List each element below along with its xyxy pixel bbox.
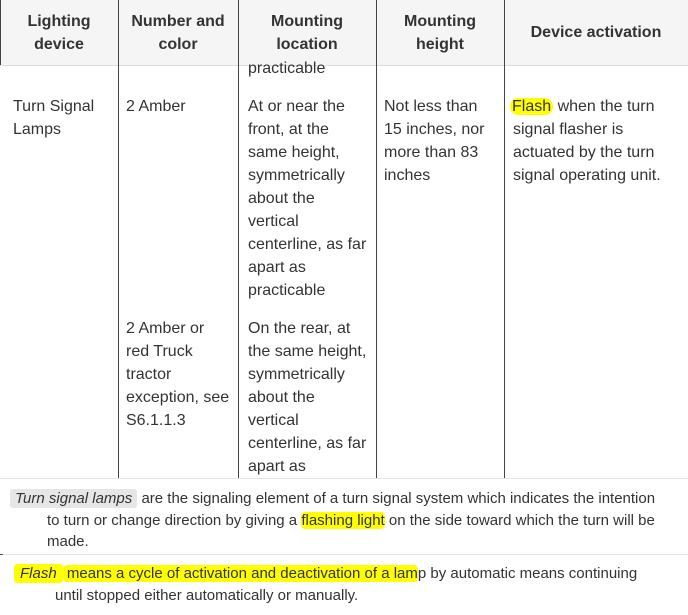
cell-line: practicable: [248, 282, 326, 299]
header-line: height: [416, 35, 464, 53]
section-divider: [0, 478, 688, 479]
definition-text: are the signaling element of a turn signal system which indicates the intention: [137, 490, 656, 507]
cell-line: 2 Amber or: [126, 320, 205, 337]
cell-line: more than 83: [384, 144, 479, 161]
cell-location-front: [248, 95, 376, 302]
cell-line: red Truck: [126, 343, 193, 360]
cell-line: about the: [248, 389, 315, 406]
definition-line: [10, 488, 688, 510]
cell-line: signal flasher is: [513, 121, 624, 138]
highlight-flashing-light: flashing light: [301, 511, 385, 529]
cell-line: 15 inches, nor: [384, 121, 485, 138]
cell-number-color: [126, 95, 236, 118]
cut-off-text: practicable: [248, 60, 326, 77]
definition-text: until stopped either automatically or manually.: [55, 586, 359, 604]
term-flash[interactable]: Flash: [14, 564, 63, 583]
section-divider: [0, 554, 688, 555]
cell-line: symmetrically: [248, 366, 345, 383]
cell-line: about the: [248, 190, 315, 207]
cell-number-color-rear: [126, 317, 236, 432]
cell-activation: [510, 95, 686, 187]
header-line: Mounting: [271, 12, 343, 30]
definition-turn-signal-lamps: [10, 488, 688, 553]
cell-line: vertical: [248, 213, 299, 230]
cell-line: centerline, as far: [248, 435, 367, 452]
cell-line: 2 Amber: [126, 98, 186, 115]
cell-line: symmetrically: [248, 167, 345, 184]
header-number-color: [118, 0, 238, 65]
definition-text: to turn or change direction by giving a: [47, 511, 302, 529]
highlight-flash: Flash: [512, 98, 552, 115]
header-device-activation: [504, 0, 688, 65]
cell-line: tractor: [126, 366, 172, 383]
definition-text: on the side toward which the turn will be: [384, 511, 655, 529]
column-divider: [118, 0, 119, 478]
cell-line: the same height,: [248, 343, 367, 360]
cell-device: [13, 95, 115, 141]
cell-line: signal operating unit.: [513, 167, 661, 184]
column-divider: [376, 0, 377, 478]
highlight-flash-definition: means a cycle of activation and deactivation of a lam: [62, 565, 418, 582]
header-line: device: [34, 35, 84, 53]
cell-line: Lamps: [13, 121, 62, 138]
cell-line: actuated by the turn: [513, 144, 655, 161]
cell-line: inches: [384, 167, 431, 184]
cell-line: Turn Signal: [13, 98, 95, 115]
cell-location-rear: [248, 317, 376, 478]
definition-line: [14, 563, 688, 585]
header-line: Device activation: [530, 24, 662, 41]
column-divider: [504, 0, 505, 478]
header-lighting-device: [0, 0, 118, 65]
section-divider-mark: [0, 554, 3, 555]
definition-text: p by automatic means continuing: [417, 565, 638, 582]
column-divider: [0, 0, 1, 65]
header-line: Lighting: [27, 12, 91, 30]
header-line: Mounting: [404, 12, 476, 30]
cell-line: same height,: [248, 144, 340, 161]
term-turn-signal-lamps[interactable]: Turn signal lamps: [10, 489, 137, 508]
column-divider: [238, 0, 239, 478]
cell-line: front, at the: [248, 121, 329, 138]
cell-line: S6.1.1.3: [126, 412, 186, 429]
definition-line: [10, 510, 688, 532]
cell-line: when the turn: [553, 98, 655, 115]
header-line: location: [276, 35, 338, 53]
cell-line: At or near the: [248, 98, 345, 115]
header-line: Number and: [131, 12, 225, 30]
header-mounting-height: [376, 0, 504, 65]
cell-line: vertical: [248, 412, 299, 429]
cell-line: apart as: [248, 259, 306, 276]
cell-line: Not less than: [384, 98, 478, 115]
definition-text: made.: [47, 533, 89, 550]
header-line: color: [158, 35, 198, 53]
header-mounting-location: [238, 0, 376, 65]
cell-line: centerline, as far: [248, 236, 367, 253]
table-header-row: [0, 0, 688, 66]
cell-height: [384, 95, 502, 187]
cell-line: On the rear, at: [248, 320, 351, 337]
cell-line: apart as: [248, 458, 306, 475]
definition-flash: [14, 563, 688, 606]
cell-line: exception, see: [126, 389, 230, 406]
